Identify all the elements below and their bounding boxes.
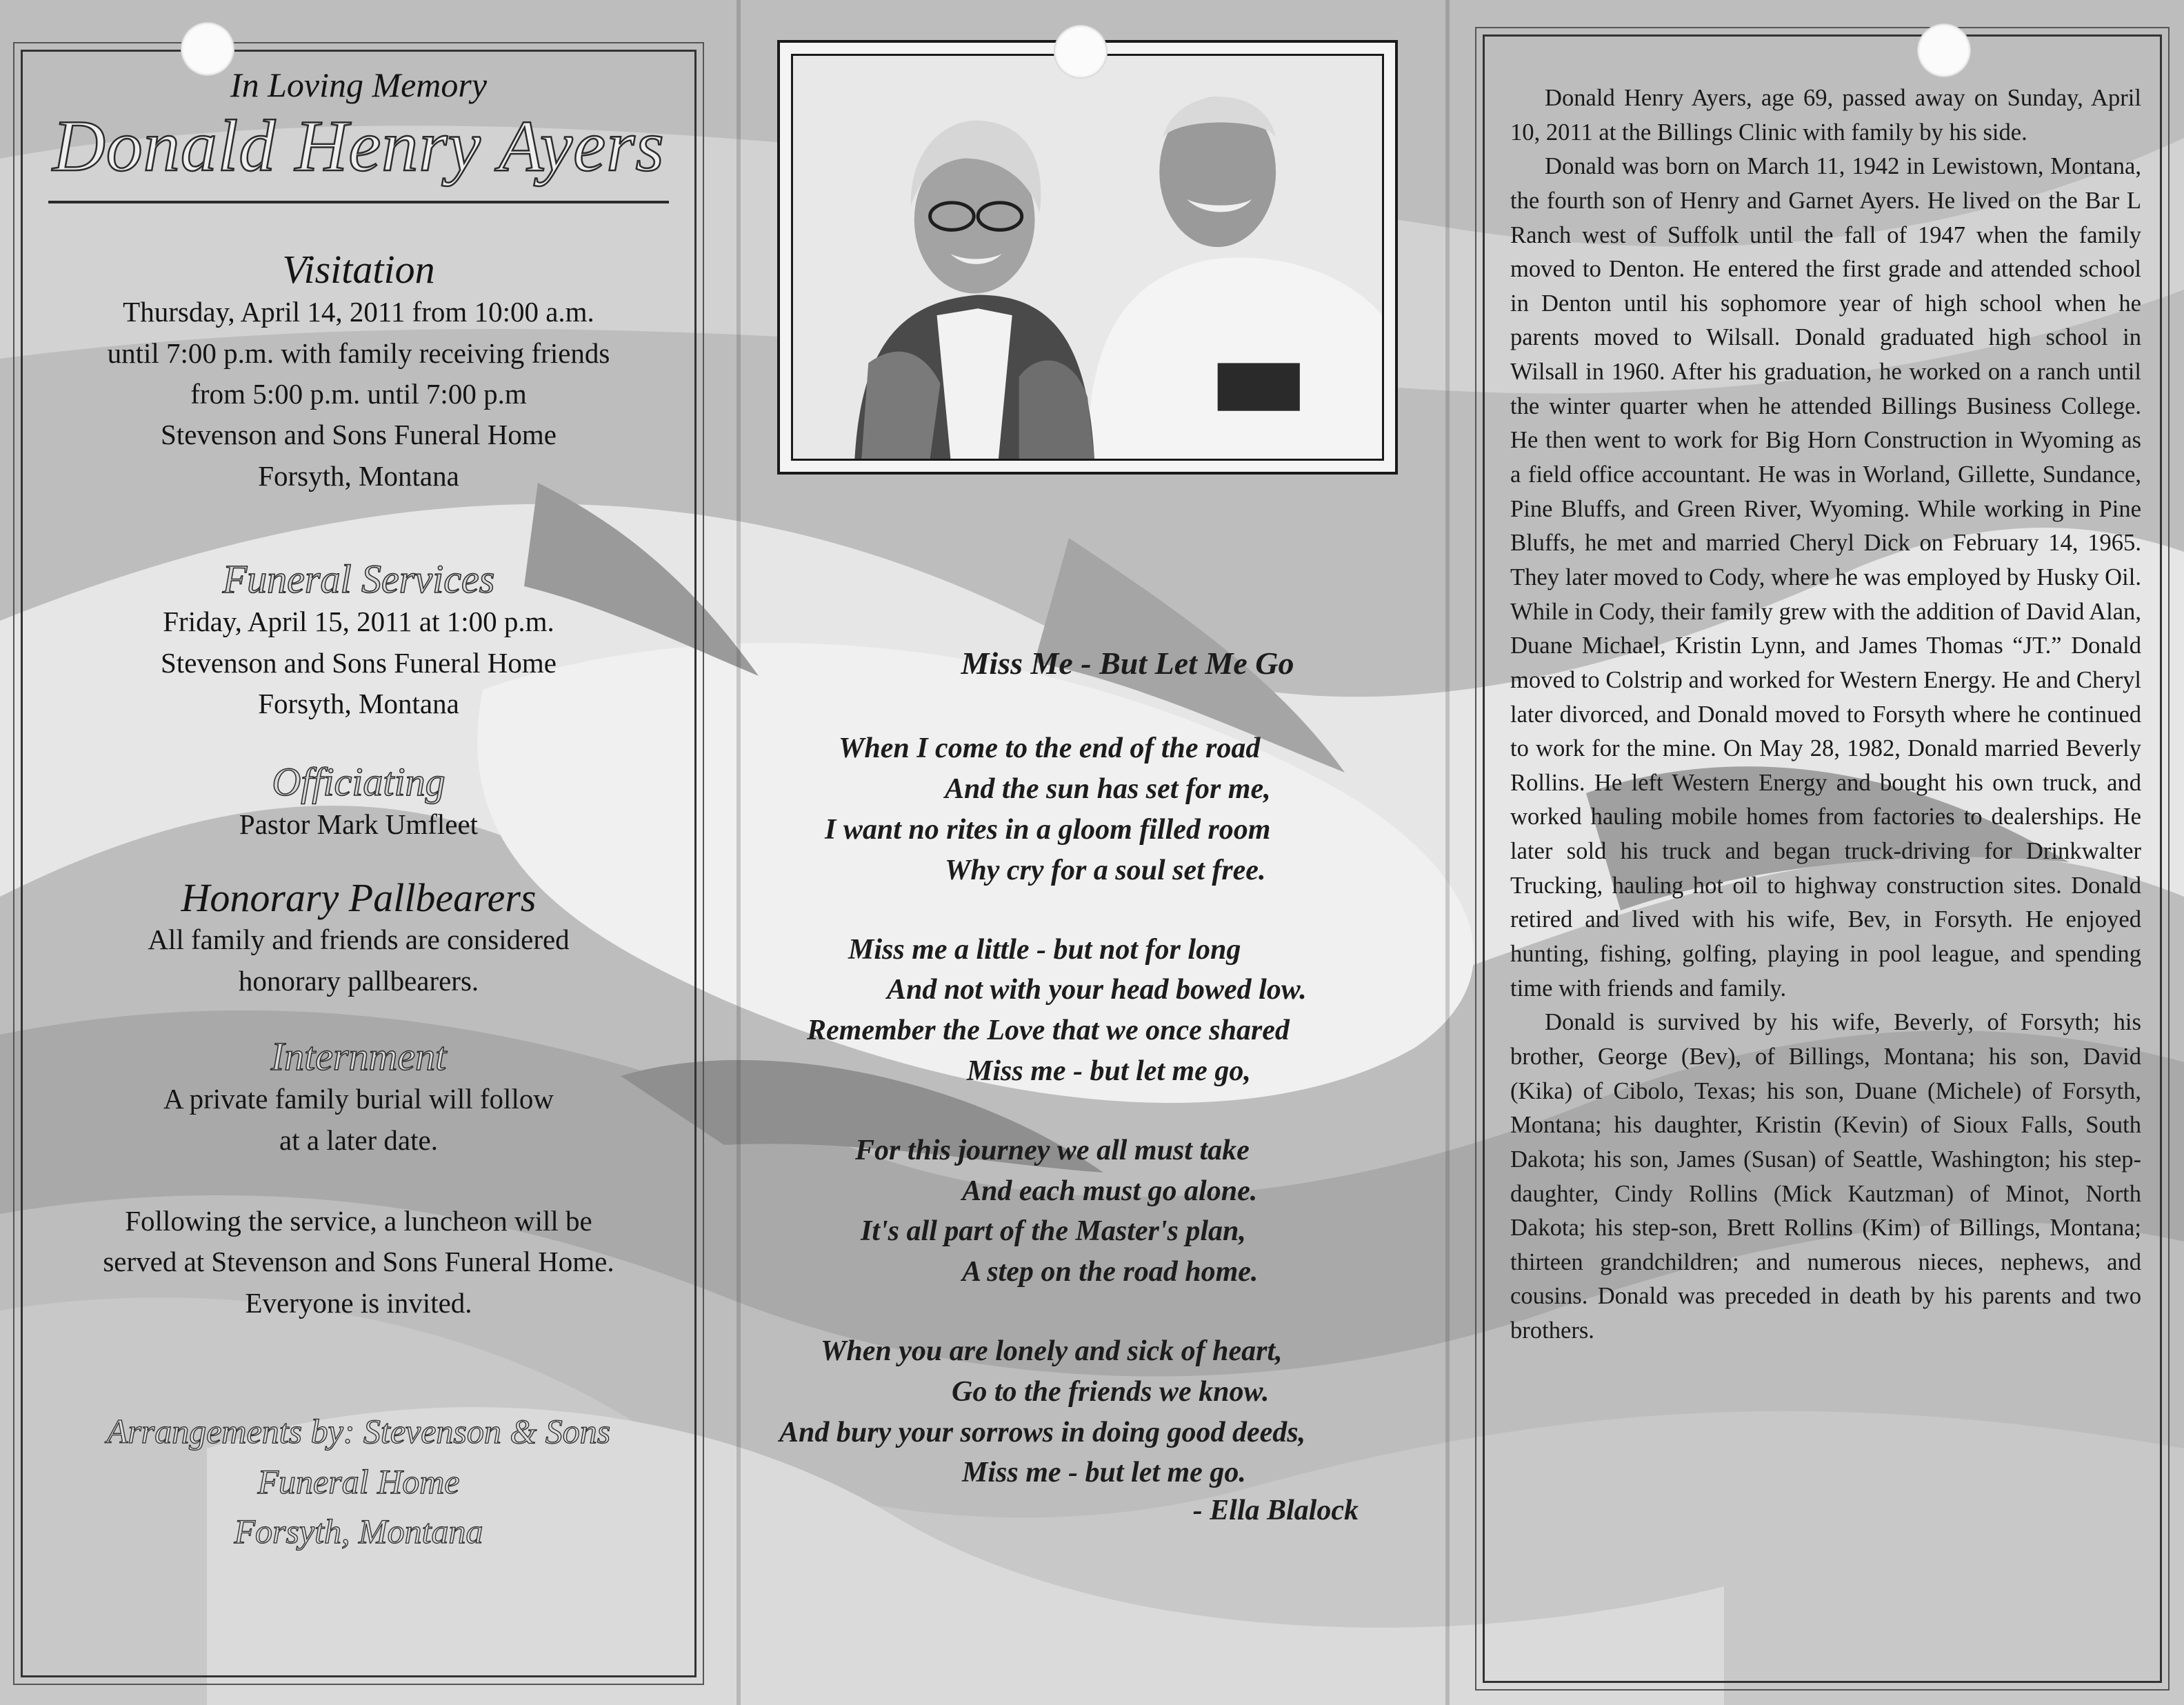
poem-line: When you are lonely and sick of heart, bbox=[821, 1335, 1283, 1367]
visitation-line: Stevenson and Sons Funeral Home bbox=[161, 419, 557, 451]
funeral-services-heading: Funeral Services bbox=[222, 557, 495, 602]
poem-stanza bbox=[759, 1331, 1414, 1493]
deceased-name-title: Donald Henry Ayers bbox=[52, 106, 665, 186]
pallbearers-line: All family and friends are considered bbox=[148, 924, 570, 956]
internment-line: at a later date. bbox=[279, 1124, 438, 1156]
poem-line: And not with your head bowed low. bbox=[887, 974, 1307, 1006]
couple-portrait-image bbox=[793, 56, 1382, 459]
luncheon-line: served at Stevenson and Sons Funeral Home. bbox=[103, 1246, 614, 1278]
officiant-name: Pastor Mark Umfleet bbox=[239, 808, 479, 841]
arrangements-credit bbox=[21, 1406, 697, 1557]
poem-author: - Ella Blalock bbox=[1192, 1495, 1359, 1527]
pallbearers-details bbox=[21, 919, 697, 1001]
funeral-line: Stevenson and Sons Funeral Home bbox=[161, 646, 557, 679]
poem-line: When I come to the end of the road bbox=[839, 732, 1261, 765]
visitation-heading: Visitation bbox=[282, 247, 435, 292]
luncheon-notice bbox=[21, 1201, 697, 1324]
arrangements-line: Funeral Home bbox=[257, 1462, 460, 1501]
internment-details bbox=[21, 1079, 697, 1161]
luncheon-line: Following the service, a luncheon will be bbox=[125, 1204, 592, 1237]
in-loving-memory-line: In Loving Memory bbox=[230, 66, 488, 104]
right-fold-line bbox=[1445, 0, 1450, 1705]
pallbearers-line: honorary pallbearers. bbox=[238, 964, 479, 997]
poem-line: Miss me - but let me go, bbox=[967, 1055, 1251, 1087]
visitation-line: until 7:00 p.m. with family receiving friends bbox=[107, 337, 610, 369]
visitation-line: from 5:00 p.m. until 7:00 p.m bbox=[190, 377, 527, 410]
arrangements-line: Arrangements by: Stevenson & Sons bbox=[106, 1412, 611, 1451]
service-details-panel bbox=[21, 50, 697, 1557]
poem-stanza bbox=[759, 1130, 1414, 1293]
poem-title: Miss Me - But Let Me Go bbox=[961, 646, 1294, 681]
punch-hole bbox=[181, 22, 234, 76]
poem-stanza bbox=[759, 930, 1414, 1092]
poem-line: And the sun has set for me, bbox=[945, 773, 1271, 806]
visitation-line: Forsyth, Montana bbox=[258, 459, 459, 492]
obituary-paragraph: Donald is survived by his wife, Beverly, of Forsyth; his brother, George (Bev), of Billings, Montana; his son, David (Kika) of Cibolo, Texas; his son, Duane (Michele) of Forsyth, Montana; his daughter, Kristin (Kevin) of Sioux Falls, South Dakota; his son, James (Susan) of Seattle, Washington; his step-daughter, Cindy Rollins (Mick Kautzman) of Minot, North Dakota; his step-son, Brett Rollins (Kim) of Billings, Montana; thirteen grandchildren; and numerous nieces, nephews, and cousins. Donald was preceded in death by his parents and two brothers. bbox=[1510, 1009, 2141, 1344]
arrangements-line: Forsyth, Montana bbox=[234, 1512, 483, 1551]
obituary-paragraph: Donald was born on March 11, 1942 in Lewistown, Montana, the fourth son of Henry and Garnet Ayers. He lived on the Bar L Ranch west of Suffolk until the fall of 1947 when the family moved to Denton. He entered the first grade and attended school in Denton until his sophomore year of high school when he parents moved to Wilsall. Donald graduated high school in Wilsall in 1960. After his graduation, he worked on a ranch until the winter quarter when he attended Billings Business College. He then went to work for Big Horn Construction in Wyoming as a field office accountant. He was in Worland, Gillette, Sundance, Pine Bluffs, and Green River, Wyoming. While working in Pine Bluffs, he met and married Cheryl Dick on February 14, 1965. They later moved to Cody, where he was employed by Husky Oil. While in Cody, their family grew with the addition of David Alan, Duane Michael, Kristin Lynn, and James Thomas “JT.” Donald moved to Colstrip and worked for Western Energy. He and Cheryl later divorced, and Donald moved to Forsyth where he continued to work for the mine. On May 28, 1982, Donald married Beverly Rollins. He left Western Energy and bought his own truck, and worked hauling mobile homes from factories to dealerships. He later sold his truck and began truck-driving for Drinkwalter Trucking, hauling hot oil to highway construction sites. Donald retired and lived with his wife, Bev, in Forsyth. He enjoyed hunting, fishing, golfing, playing in pool league, and spending time with friends and family. bbox=[1510, 153, 2141, 1001]
internment-line: A private family burial will follow bbox=[163, 1083, 554, 1115]
poem-line: Miss me a little - but not for long bbox=[848, 933, 1241, 966]
poem-line: And bury your sorrows in doing good deeds, bbox=[779, 1416, 1306, 1448]
title-divider bbox=[48, 201, 669, 203]
visitation-line: Thursday, April 14, 2011 from 10:00 a.m. bbox=[123, 296, 594, 328]
honorary-pallbearers-heading: Honorary Pallbearers bbox=[181, 875, 537, 920]
internment-heading: Internment bbox=[270, 1034, 447, 1079]
poem-line: I want no rites in a gloom filled room bbox=[825, 813, 1271, 846]
poem-line: Remember the Love that we once shared bbox=[807, 1015, 1290, 1047]
funeral-line: Forsyth, Montana bbox=[258, 687, 459, 719]
poem-section bbox=[759, 641, 1414, 1531]
officiating-details bbox=[21, 804, 697, 845]
officiating-heading: Officiating bbox=[272, 759, 445, 805]
poem-line: Go to the friends we know. bbox=[952, 1375, 1270, 1408]
poem-stanza bbox=[759, 728, 1414, 890]
funeral-services-details bbox=[21, 601, 697, 724]
poem-line: For this journey we all must take bbox=[855, 1134, 1250, 1166]
poem-line: Miss me - but let me go. bbox=[962, 1457, 1246, 1489]
poem-line: And each must go alone. bbox=[962, 1175, 1258, 1207]
obituary-text bbox=[1510, 81, 2141, 1348]
portrait-photo bbox=[791, 54, 1384, 461]
luncheon-line: Everyone is invited. bbox=[245, 1286, 472, 1319]
punch-hole bbox=[1054, 25, 1108, 79]
poem-line: A step on the road home. bbox=[962, 1256, 1259, 1288]
visitation-details bbox=[21, 292, 697, 497]
poem-line: It's all part of the Master's plan, bbox=[861, 1215, 1246, 1248]
funeral-line: Friday, April 15, 2011 at 1:00 p.m. bbox=[163, 606, 554, 638]
obituary-paragraph: Donald Henry Ayers, age 69, passed away on Sunday, April 10, 2011 at the Billings Clinic with family by his side. bbox=[1510, 85, 2141, 146]
punch-hole bbox=[1917, 23, 1971, 77]
portrait-photo-frame bbox=[777, 40, 1398, 475]
poem-line: Why cry for a soul set free. bbox=[945, 854, 1266, 886]
left-fold-line bbox=[737, 0, 741, 1705]
